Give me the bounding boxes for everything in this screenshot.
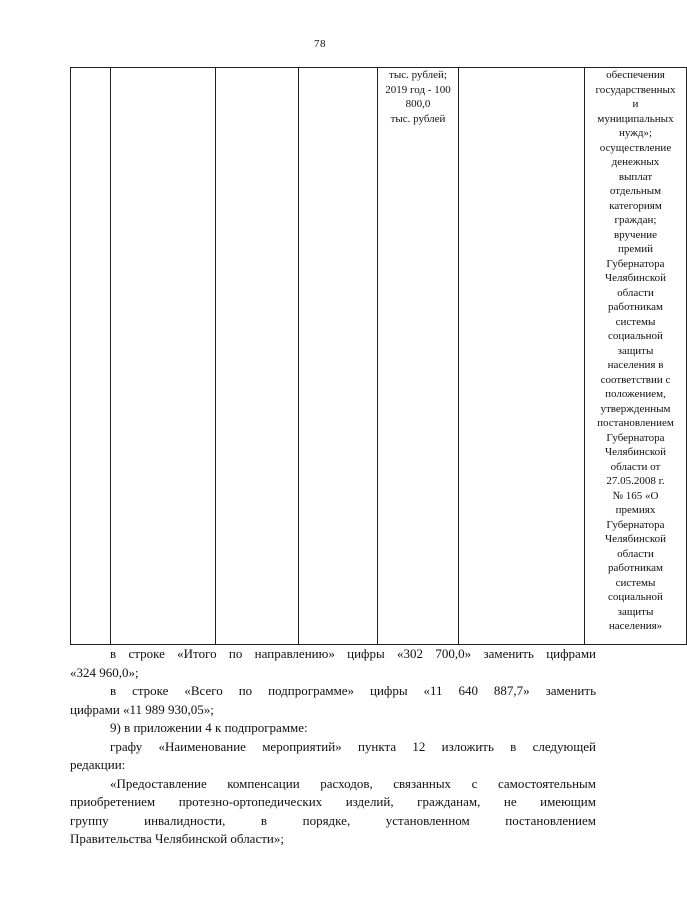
funding-line: 2019 год - 100 800,0 <box>385 83 451 110</box>
description-line: положением, <box>605 388 666 400</box>
table-cell-description <box>585 68 687 645</box>
description-line: премиях <box>615 504 656 516</box>
paragraph-line: цифрами «11 989 930,05»; <box>70 701 214 717</box>
measures-table <box>70 67 687 645</box>
description-line: граждан; <box>614 214 657 226</box>
description-line: социальной <box>608 591 663 603</box>
table-cell-number <box>71 68 111 645</box>
paragraph-line: «324 960,0»; <box>70 664 139 680</box>
table-row <box>71 68 687 645</box>
paragraph-line: приобретением протезно-ортопедических изделий, гражданам, не имеющим <box>70 794 596 809</box>
paragraph-line: графу «Наименование мероприятий» пункта 12 изложить в следующей <box>110 738 596 754</box>
description-line: Губернатора <box>606 257 665 270</box>
description-line: вручение <box>613 228 658 241</box>
description-line: Губернатора <box>606 518 665 531</box>
description-line: и <box>632 98 639 110</box>
table-cell-funding <box>378 68 459 645</box>
description-line: 27.05.2008 г. <box>606 475 665 487</box>
description-line: утвержденным <box>600 402 671 415</box>
description-line: населения в <box>607 359 664 371</box>
description-line: социальной <box>608 330 663 342</box>
funding-line: тыс. рублей <box>390 112 446 125</box>
paragraph-line: Правительства Челябинской области»; <box>70 831 284 846</box>
description-line: государственных <box>595 83 676 96</box>
description-line: работникам <box>608 301 663 313</box>
paragraph-line: 9) в приложении 4 к подпрограмме: <box>110 720 308 735</box>
description-line: Губернатора <box>606 431 665 444</box>
description-line: осуществление <box>599 141 672 154</box>
description-line: Челябинской <box>604 533 666 545</box>
table-cell-indicator <box>459 68 585 645</box>
description-line: № 165 «О <box>612 489 659 502</box>
table-cell-executor <box>216 68 299 645</box>
description-line: премий <box>617 243 653 255</box>
paragraph-line: «Предоставление компенсации расходов, связанных с самостоятельным <box>110 775 596 791</box>
description-line: муниципальных <box>597 112 674 125</box>
description-line: нужд»; <box>619 127 652 139</box>
description-line: работникам <box>608 562 663 574</box>
description-line: постановлением <box>597 417 674 429</box>
description-line: системы <box>615 315 656 328</box>
description-line: области <box>617 286 654 299</box>
description-line: области <box>617 547 654 560</box>
table-cell-period <box>299 68 378 645</box>
description-line: обеспечения <box>606 69 665 81</box>
description-line: защиты <box>617 344 654 357</box>
paragraph-line: в строке «Итого по направлению» цифры «302 700,0» заменить цифрами <box>110 646 596 661</box>
document-body <box>70 645 596 849</box>
description-line: системы <box>615 576 656 589</box>
description-line: Челябинской <box>604 272 666 284</box>
table-cell-measure <box>111 68 216 645</box>
paragraph-line: в строке «Всего по подпрограмме» цифры «11 640 887,7» заменить <box>110 683 596 698</box>
description-line: выплат <box>618 170 653 183</box>
paragraph-line: редакции: <box>70 757 126 772</box>
description-line: отдельным <box>609 185 662 197</box>
page-number: 78 <box>314 38 326 50</box>
description-line: защиты <box>617 605 654 618</box>
description-line: области от <box>610 460 661 473</box>
funding-line: тыс. рублей; <box>389 69 447 81</box>
description-line: денежных <box>611 156 660 168</box>
description-line: Челябинской <box>604 446 666 458</box>
description-line: населения» <box>608 620 663 632</box>
paragraph-line: группу инвалидности, в порядке, установленном постановлением <box>70 812 596 828</box>
description-line: категориям <box>609 199 662 212</box>
description-line: соответствии с <box>600 373 671 386</box>
